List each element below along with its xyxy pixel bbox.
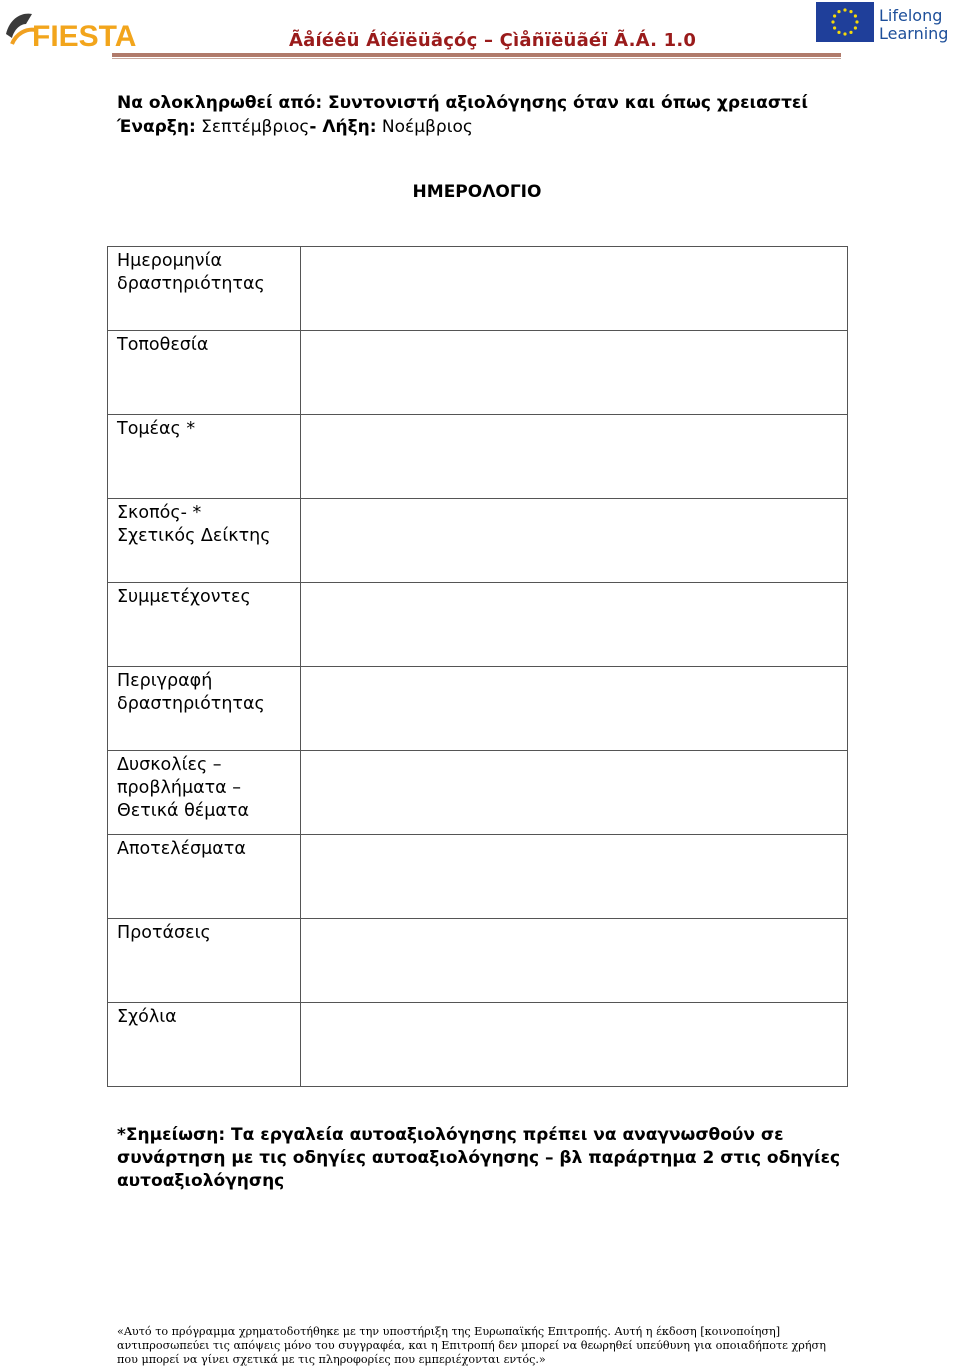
row-label: Τοποθεσία (108, 331, 301, 415)
row-value-cell[interactable] (300, 499, 847, 583)
eu-flag-icon (816, 2, 874, 42)
row-label: Ημερομηνία δραστηριότητας (108, 247, 301, 331)
row-label: Αποτελέσματα (108, 835, 301, 919)
start-label: Έναρξη: (117, 117, 196, 137)
row-value-cell[interactable] (300, 835, 847, 919)
row-value-cell[interactable] (300, 331, 847, 415)
row-value-cell[interactable] (300, 751, 847, 835)
table-row (108, 331, 848, 415)
svg-text:FIESTA: FIESTA (32, 20, 137, 50)
row-label: Συμμετέχοντες (108, 583, 301, 667)
header-rule (112, 53, 841, 57)
row-value-cell[interactable] (300, 667, 847, 751)
lifelong-learning-logo (816, 2, 956, 44)
end-value: Νοέμβριος (376, 117, 473, 137)
row-value-cell[interactable] (300, 247, 847, 331)
footer-disclaimer: «Αυτό το πρόγραμμα χρηματοδοτήθηκε με την υποστήριξη της Ευρωπαϊκής Επιτροπής. Αυτή η έκδοση [κοινοποίηση] αντιπροσωπεύει τις απόψεις μόνο του συγγραφέα, και η Επιτροπή δεν μπορεί να θεωρηθεί υπεύθυνη για οποιαδήποτε χρήση που μπορεί να γίνει σχετικά με τις πληροφορίες που εμπεριέχονται εντός.» (117, 1325, 826, 1366)
header-title: Ãåíéêü Áîéïëüãçóç – Çìåñïëüãéï Ã.Á. 1.0 (289, 30, 697, 51)
table-row (108, 1003, 848, 1087)
row-label: Σκοπός- * Σχετικός Δείκτης (108, 499, 301, 583)
table-row (108, 415, 848, 499)
row-label: Τομέας * (108, 415, 301, 499)
fiesta-logo (2, 4, 142, 50)
log-table (107, 246, 848, 1087)
row-value-cell[interactable] (300, 919, 847, 1003)
row-label: Σχόλια (108, 1003, 301, 1087)
row-label: Δυσκολίες – προβλήματα – Θετικά θέματα (108, 751, 301, 835)
row-value-cell[interactable] (300, 415, 847, 499)
page-header (0, 0, 960, 70)
lifelong-text: Lifelong (879, 6, 943, 25)
row-value-cell[interactable] (300, 1003, 847, 1087)
table-row (108, 835, 848, 919)
table-row (108, 667, 848, 751)
table-row (108, 751, 848, 835)
header-rule-thin (112, 58, 841, 59)
completed-by-line: Να ολοκληρωθεί από: Συντονιστή αξιολόγησης όταν και όπως χρειαστεί (117, 93, 809, 113)
learning-text: Learning (879, 24, 949, 43)
end-label: - Λήξη: (309, 117, 377, 137)
row-value-cell[interactable] (300, 583, 847, 667)
row-label: Περιγραφή δραστηριότητας (108, 667, 301, 751)
dates-line (117, 117, 473, 137)
document-title: ΗΜΕΡΟΛΟΓΙΟ (412, 182, 542, 202)
table-row (108, 583, 848, 667)
start-value: Σεπτέμβριος (195, 117, 310, 137)
row-label: Προτάσεις (108, 919, 301, 1003)
table-row (108, 499, 848, 583)
table-row (108, 919, 848, 1003)
note-text: *Σημείωση: Τα εργαλεία αυτοαξιολόγησης πρέπει να αναγνωσθούν σε συνάρτηση με τις οδηγίες αυτοαξιολόγησης – βλ παράρτημα 2 στις οδηγίες αυτοαξιολόγησης (117, 1125, 841, 1191)
table-row (108, 247, 848, 331)
